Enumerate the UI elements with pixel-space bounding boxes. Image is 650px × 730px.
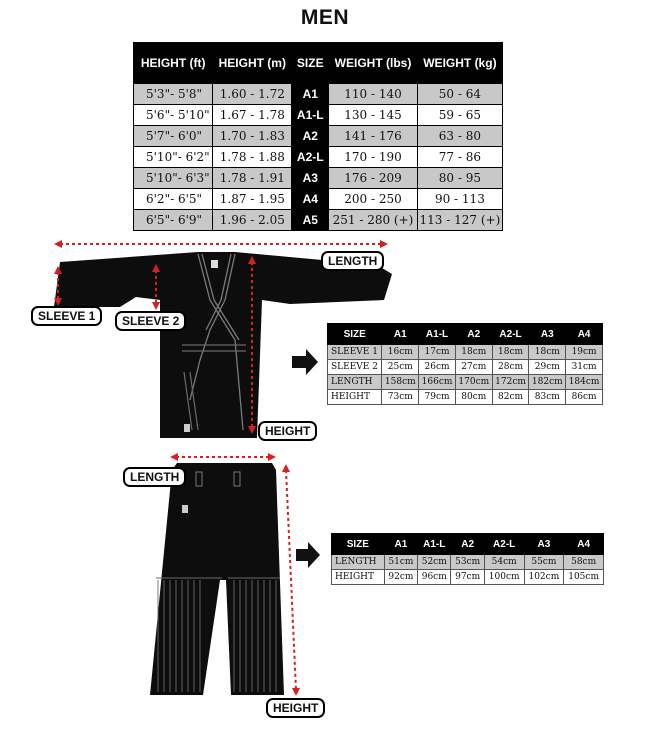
pants-col-a2l: A2-L [484,534,524,555]
weight-kg-cell: 113 - 127 (+) [417,210,502,231]
weight-kg-cell: 63 - 80 [417,126,502,147]
a2l-cell: 82cm [492,390,529,405]
weight-lbs-cell: 200 - 250 [329,189,418,210]
a1-cell: 16cm [382,345,419,360]
weight-kg-cell: 80 - 95 [417,168,502,189]
a1-cell: 25cm [382,360,419,375]
jacket-col-a4: A4 [566,324,603,345]
pants-length-arrow-right [268,453,276,461]
height-ft-cell: 5'6"- 5'10" [134,105,213,126]
size-cell: A3 [292,168,329,189]
pants-illustration [150,453,300,696]
a4-cell: 184cm [566,375,603,390]
jacket-col-a3: A3 [529,324,566,345]
a2l-cell: 28cm [492,360,529,375]
sleeve1-label: SLEEVE 1 [31,306,102,326]
height-ft-cell: 5'10"- 6'2" [134,147,213,168]
a1l-cell: 79cm [419,390,456,405]
a2-cell: 27cm [455,360,492,375]
a1l-cell: 26cm [419,360,456,375]
height-m-cell: 1.78 - 1.91 [213,168,292,189]
weight-kg-cell: 77 - 86 [417,147,502,168]
height-ft-cell: 5'10"- 6'3" [134,168,213,189]
jacket-col-a1l: A1-L [419,324,456,345]
weight-lbs-cell: 141 - 176 [329,126,418,147]
col-weight-kg: WEIGHT (kg) [417,43,502,84]
pants-table-row [332,555,604,570]
jacket-table-header-row [328,324,603,345]
height-m-cell: 1.70 - 1.83 [213,126,292,147]
measure-label-cell: SLEEVE 2 [328,360,382,375]
weight-kg-cell: 90 - 113 [417,189,502,210]
a3-cell: 55cm [524,555,564,570]
pants-col-size: SIZE [332,534,385,555]
pants-length-label: LENGTH [123,467,186,487]
measure-label-cell: HEIGHT [332,570,385,585]
jacket-col-a2: A2 [455,324,492,345]
weight-lbs-cell: 110 - 140 [329,84,418,105]
height-m-cell: 1.87 - 1.95 [213,189,292,210]
size-cell: A5 [292,210,329,231]
jacket-table-row [328,360,603,375]
size-cell: A2-L [292,147,329,168]
size-cell: A1-L [292,105,329,126]
size-cell: A2 [292,126,329,147]
pants-col-a3: A3 [524,534,564,555]
col-height-m: HEIGHT (m) [213,43,292,84]
a1l-cell: 166cm [419,375,456,390]
col-weight-lbs: WEIGHT (lbs) [329,43,418,84]
pants-col-a2: A2 [451,534,484,555]
pants-col-a1l: A1-L [418,534,451,555]
a1-cell: 92cm [384,570,417,585]
a1l-cell: 96cm [418,570,451,585]
measure-label-cell: HEIGHT [328,390,382,405]
size-cell: A1 [292,84,329,105]
a1-cell: 51cm [384,555,417,570]
pants-table-header-row [332,534,604,555]
a3-cell: 102cm [524,570,564,585]
pants-measurements-table [331,533,604,585]
pants-height-line [286,470,296,690]
pants-length-arrow-left [170,453,178,461]
a4-cell: 19cm [566,345,603,360]
weight-lbs-cell: 130 - 145 [329,105,418,126]
a2l-cell: 18cm [492,345,529,360]
a1l-cell: 52cm [418,555,451,570]
a3-cell: 83cm [529,390,566,405]
a1-cell: 73cm [382,390,419,405]
page-title: MEN [300,6,350,29]
pants-table-row [332,570,604,585]
height-m-cell: 1.67 - 1.78 [213,105,292,126]
height-m-cell: 1.96 - 2.05 [213,210,292,231]
weight-lbs-cell: 251 - 280 (+) [329,210,418,231]
jacket-length-arrow-right [380,240,388,248]
a2-cell: 170cm [455,375,492,390]
jacket-table-pointer-arrow [292,349,318,375]
height-m-cell: 1.78 - 1.88 [213,147,292,168]
pants-height-arrow-top [282,464,290,472]
jacket-col-a1: A1 [382,324,419,345]
height-ft-cell: 5'7"- 6'0" [134,126,213,147]
height-ft-cell: 5'3"- 5'8" [134,84,213,105]
weight-kg-cell: 50 - 64 [417,84,502,105]
jacket-length-label: LENGTH [321,251,384,271]
col-height-ft: HEIGHT (ft) [134,43,213,84]
measure-label-cell: LENGTH [328,375,382,390]
a4-cell: 58cm [564,555,604,570]
a2-cell: 97cm [451,570,484,585]
jacket-neck-patch [211,260,218,268]
a4-cell: 86cm [566,390,603,405]
weight-kg-cell: 59 - 65 [417,105,502,126]
col-size: SIZE [292,43,329,84]
pants-patch [182,505,188,513]
a3-cell: 29cm [529,360,566,375]
a1l-cell: 17cm [419,345,456,360]
a4-cell: 31cm [566,360,603,375]
a4-cell: 105cm [564,570,604,585]
sleeve2-arrow-bottom [152,302,160,310]
measure-label-cell: LENGTH [332,555,385,570]
a2-cell: 53cm [451,555,484,570]
jacket-hem-patch [184,424,190,432]
jacket-length-arrow-left [54,240,62,248]
pants-table-pointer-arrow [296,542,320,568]
a2-cell: 80cm [455,390,492,405]
jacket-table-row [328,390,603,405]
a2l-cell: 100cm [484,570,524,585]
weight-lbs-cell: 170 - 190 [329,147,418,168]
pants-col-a1: A1 [384,534,417,555]
pants-height-label: HEIGHT [266,698,325,718]
pants-col-a4: A4 [564,534,604,555]
jacket-col-a2l: A2-L [492,324,529,345]
jacket-measurements-table [327,323,603,405]
height-m-cell: 1.60 - 1.72 [213,84,292,105]
a3-cell: 182cm [529,375,566,390]
jacket-col-size: SIZE [328,324,382,345]
sleeve2-label: SLEEVE 2 [115,311,186,331]
jacket-table-row [328,345,603,360]
a2l-cell: 54cm [484,555,524,570]
height-ft-cell: 6'5"- 6'9" [134,210,213,231]
jacket-height-label: HEIGHT [258,421,317,441]
a3-cell: 18cm [529,345,566,360]
measure-label-cell: SLEEVE 1 [328,345,382,360]
height-ft-cell: 6'2"- 6'5" [134,189,213,210]
size-cell: A4 [292,189,329,210]
a2l-cell: 172cm [492,375,529,390]
weight-lbs-cell: 176 - 209 [329,168,418,189]
a2-cell: 18cm [455,345,492,360]
jacket-table-row [328,375,603,390]
a1-cell: 158cm [382,375,419,390]
pants-height-arrow-bottom [292,688,300,696]
